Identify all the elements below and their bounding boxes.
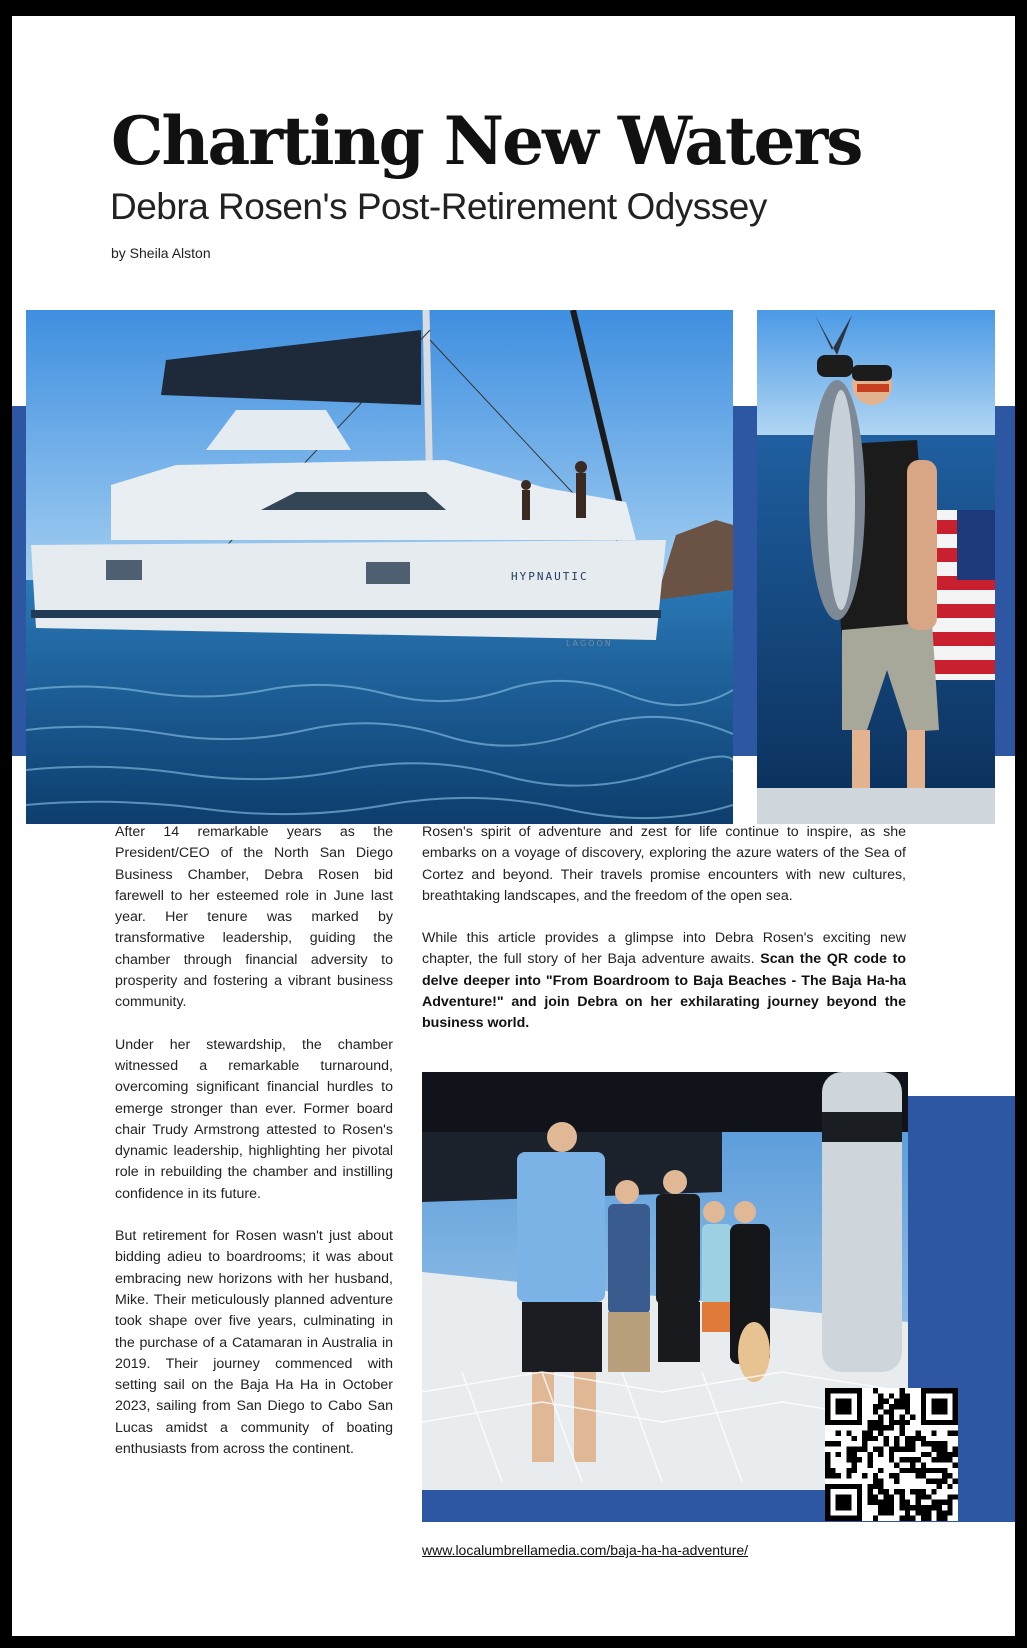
magazine-page — [12, 16, 1015, 1636]
article-subtitle: Debra Rosen's Post-Retirement Odyssey — [110, 186, 767, 227]
fisherman-tuna-photo — [757, 310, 995, 824]
paragraph: Rosen's spirit of adventure and zest for life continue to inspire, as she embarks on a voyage of discovery, exploring the azure waters of the Sea of Cortez and beyond. Their travels promise encounters with new cultures, breathtaking landscapes, and the freedom of the open sea. — [422, 824, 906, 904]
article-title: Charting New Waters — [111, 102, 862, 180]
paragraph-cta — [422, 928, 906, 1034]
paragraph: After 14 remarkable years as the President/CEO of the North San Diego Business Chamber, Debra Rosen bid farewell to her esteemed role in June last year. Her tenure was marked by transformative leadership, guiding the chamber through financial adversity to prosperity and fostering a vibrant business community. — [115, 824, 393, 1011]
qr-code-icon[interactable] — [825, 1388, 958, 1521]
hull-label: LAGOON — [566, 639, 613, 648]
paragraph: Under her stewardship, the chamber witnessed a remarkable turnaround, overcoming significant financial hurdles to emerge stronger than ever. Former board chair Trudy Armstrong attested to Rosen's dynamic leadership, highlighting her pivotal role in rebuilding the chamber and instilling confidence in its future. — [115, 1036, 393, 1202]
catamaran-photo — [26, 310, 733, 824]
cta-intro: While this article provides a glimpse into Debra Rosen's exciting new chapter, the full story of her Baja adventure awaits. — [422, 930, 906, 968]
article-link[interactable]: www.localumbrellamedia.com/baja-ha-ha-adventure/ — [422, 1542, 749, 1558]
article-column-right — [422, 822, 906, 1056]
boat-name-label: HYPNAUTIC — [511, 570, 589, 583]
article-column-left — [115, 822, 393, 1481]
qr-code-graphic — [825, 1388, 958, 1521]
byline: by Sheila Alston — [111, 245, 211, 261]
cta-bold: Scan the QR code to delve deeper into "From Boardroom to Baja Beaches - The Baja Ha-ha Adventure!" and join Debra on her exhilarating journey beyond the business world. — [422, 951, 906, 1032]
paragraph: But retirement for Rosen wasn't just about bidding adieu to boardrooms; it was about embracing new horizons with her husband, Mike. Their meticulously planned adventure took shape over five years, culminating in the purchase of a Catamaran in Australia in 2019. Their journey commenced with setting sail on the Baja Ha Ha in October 2023, sailing from San Diego to Cabo San Lucas amidst a community of boating enthusiasts from across the continent. — [115, 1228, 393, 1458]
